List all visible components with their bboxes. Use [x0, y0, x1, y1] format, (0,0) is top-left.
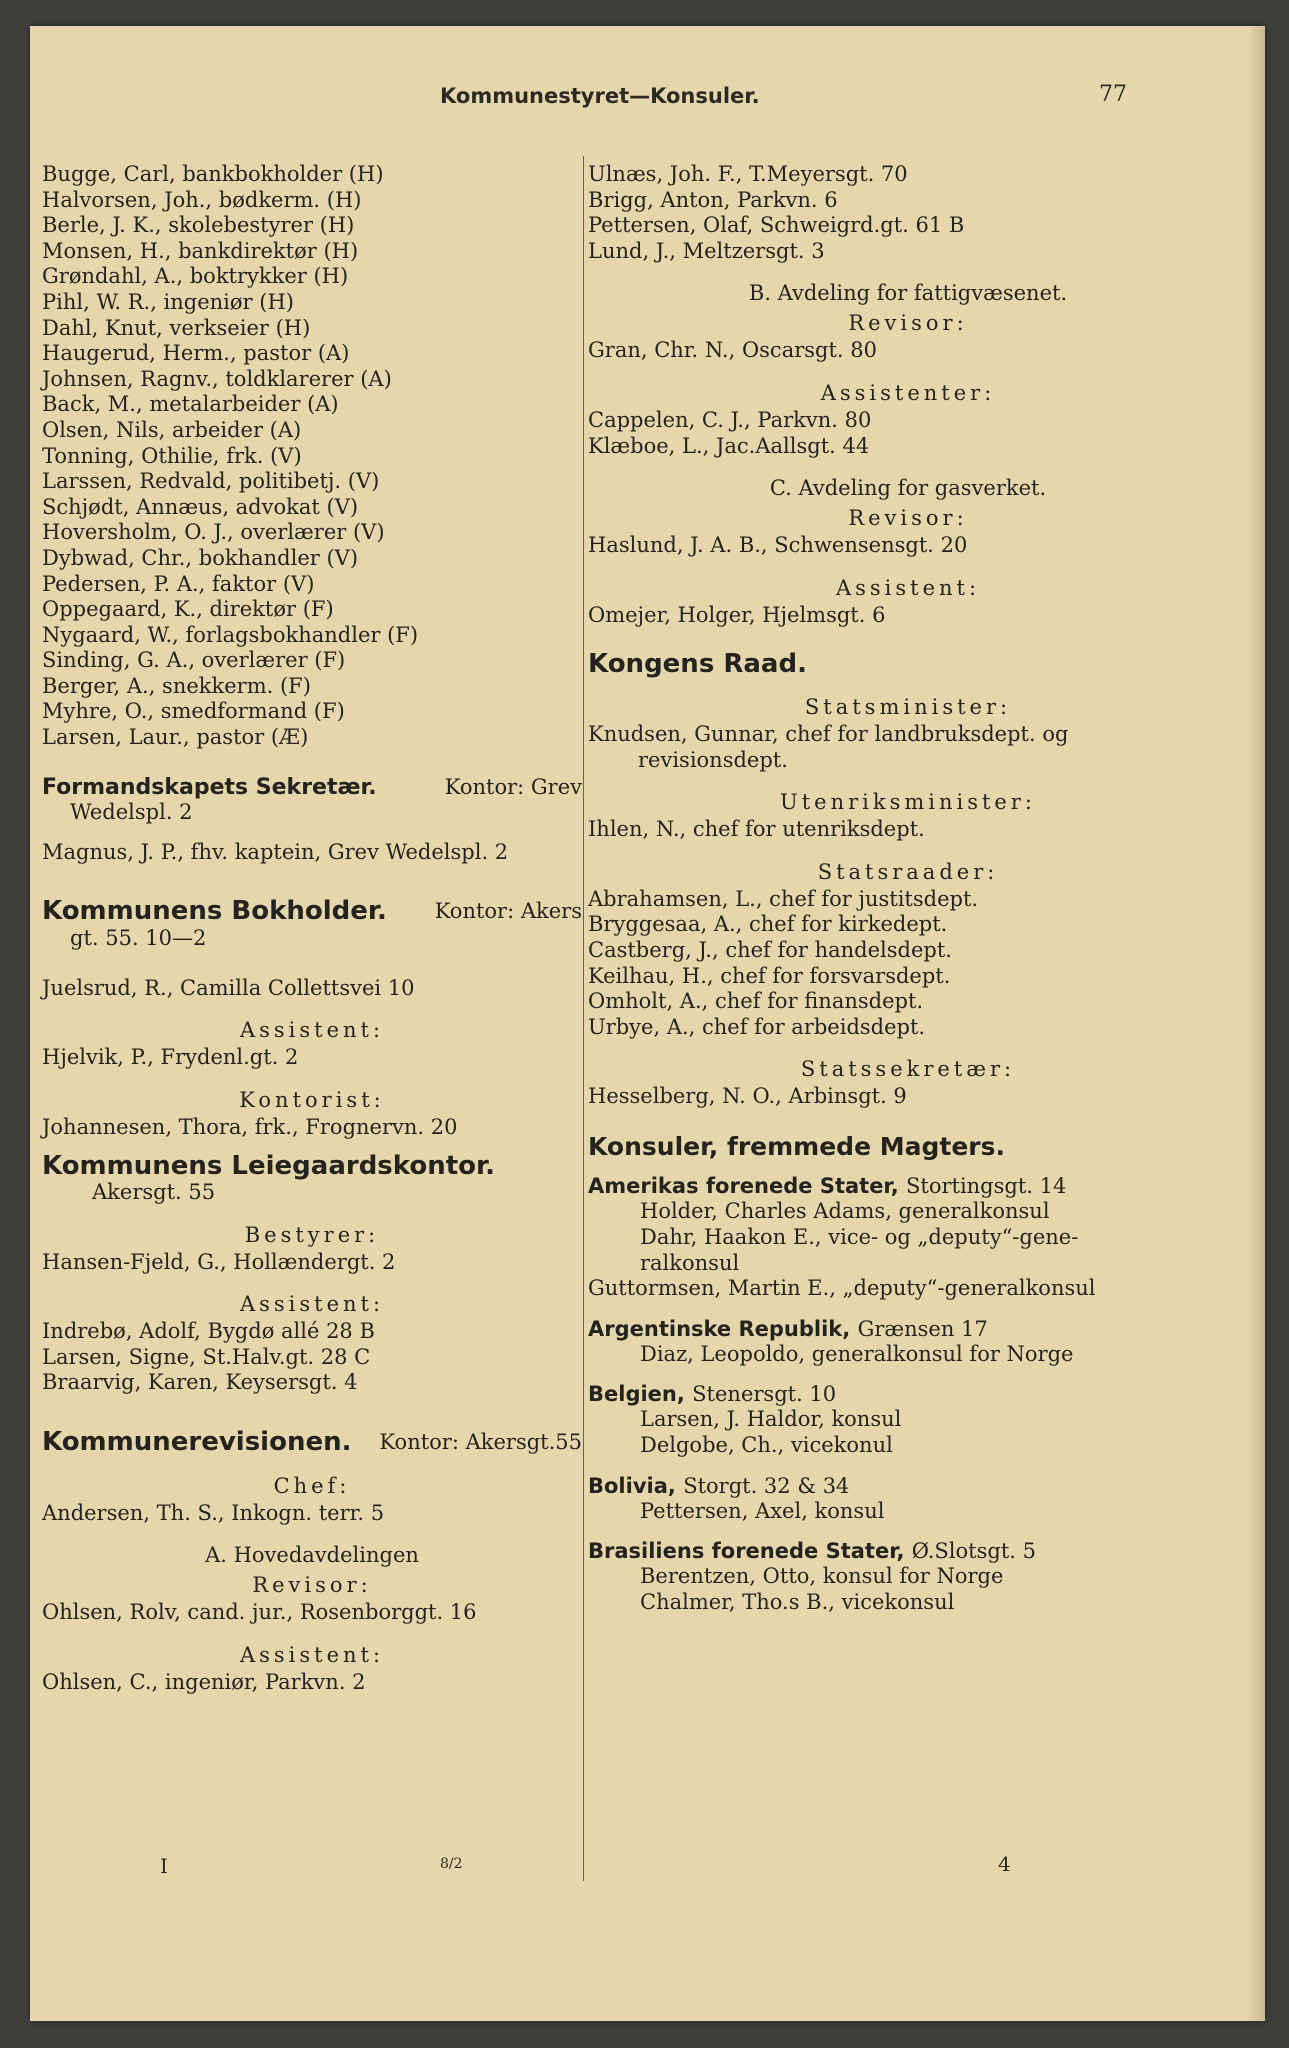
list-item: Pedersen, P. A., faktor (V)	[42, 571, 315, 596]
revisjon-section	[42, 1426, 582, 1695]
list-item: Halvorsen, Joh., bødkerm. (H)	[42, 187, 362, 212]
list-item: Berentzen, Otto, konsul for Norge	[640, 1564, 1004, 1589]
section-note: gt. 55. 10—2	[70, 926, 207, 951]
country-name: Argentinske Republik,	[588, 1316, 851, 1341]
list-item: Ohlsen, C., ingeniør, Parkvn. 2	[42, 1669, 366, 1694]
role-label: Bestyrer:	[244, 1222, 380, 1247]
list-item: Berle, J. K., skolebestyrer (H)	[42, 213, 355, 238]
list-item: Bugge, Carl, bankbokholder (H)	[42, 162, 384, 186]
country-name: Bolivia,	[588, 1473, 676, 1498]
list-item: Gran, Chr. N., Oscarsgt. 80	[588, 338, 877, 363]
list-item: Brigg, Anton, Parkvn. 6	[588, 187, 838, 212]
list-item: Diaz, Leopoldo, generalkonsul for Norge	[640, 1341, 1074, 1366]
consulate-address: Storgt. 32 & 34	[683, 1473, 850, 1498]
role-label: Assistent:	[239, 1642, 385, 1667]
list-item: Johnsen, Ragnv., toldklarerer (A)	[42, 366, 392, 391]
role-label: Utenriksminister:	[780, 790, 1036, 815]
subsection-label: C. Avdeling for gasverket.	[769, 476, 1047, 501]
list-item: Omholt, A., chef for finansdept.	[588, 989, 924, 1014]
list-item: Pettersen, Olaf, Schweigrd.gt. 61 B	[588, 213, 965, 238]
list-item: Back, M., metalarbeider (A)	[42, 392, 339, 417]
consulate-address: Stortingsgt. 14	[906, 1174, 1067, 1199]
list-item: Delgobe, Ch., vicekonul	[640, 1433, 893, 1458]
subsection-label: A. Hovedavdelingen	[205, 1543, 419, 1568]
consulate-entry	[588, 1173, 1228, 1301]
role-label: Revisor:	[848, 311, 968, 336]
list-item: Chalmer, Tho.s B., vicekonsul	[640, 1589, 955, 1614]
list-item: Nygaard, W., forlagsbokhandler (F)	[42, 622, 419, 647]
role-label: Chef:	[273, 1473, 351, 1498]
column-divider	[583, 156, 584, 1881]
section-note: Kontor: Grev	[444, 774, 582, 799]
list-item: ralkonsul	[640, 1250, 740, 1275]
section-heading: Kommunens Bokholder.	[42, 896, 387, 927]
country-name: Belgien,	[588, 1382, 685, 1407]
consulate-address: Stenersgt. 10	[692, 1382, 837, 1407]
list-item: Sinding, G. A., overlærer (F)	[42, 648, 346, 673]
section-note: Akersgt. 55	[92, 1180, 216, 1204]
document-page	[30, 26, 1265, 2021]
leiegaard-section	[42, 1151, 582, 1396]
page-number: 77	[1099, 82, 1127, 107]
section-heading: Formandskapets Sekretær.	[42, 774, 377, 800]
section-note: Wedelspl. 2	[70, 800, 193, 825]
role-label: Kontorist:	[239, 1087, 385, 1112]
list-item: Keilhau, H., chef for forsvarsdept.	[588, 963, 951, 988]
list-item: Guttormsen, Martin E., „deputy“-generalkonsul	[588, 1276, 1096, 1301]
list-item: Omejer, Holger, Hjelmsgt. 6	[588, 602, 886, 627]
list-item: Berger, A., snekkerm. (F)	[42, 673, 311, 698]
list-item: Larsen, Signe, St.Halv.gt. 28 C	[42, 1344, 371, 1369]
left-column	[42, 162, 582, 1695]
printer-mark: 8/2	[440, 1856, 463, 1872]
consulate-address: Grænsen 17	[857, 1316, 988, 1341]
list-item: Oppegaard, K., direktør (F)	[42, 597, 334, 622]
list-item: Indrebø, Adolf, Bygdø allé 28 B	[42, 1319, 375, 1344]
list-item: Pettersen, Axel, konsul	[640, 1498, 885, 1523]
list-item: Dahl, Knut, verkseier (H)	[42, 315, 311, 340]
list-item: Tonning, Othilie, frk. (V)	[42, 443, 302, 468]
consulate-address: Ø.Slotsgt. 5	[911, 1539, 1036, 1564]
section-heading: Konsuler, fremmede Magters.	[588, 1131, 1005, 1161]
list-item: Klæboe, L., Jac.Aallsgt. 44	[588, 433, 870, 458]
role-label: Statssekretær:	[800, 1057, 1016, 1082]
country-name: Amerikas forenede Stater,	[588, 1174, 899, 1199]
list-item: Ohlsen, Rolv, cand. jur., Rosenborggt. 16	[42, 1600, 477, 1625]
consulate-entry	[588, 1473, 1228, 1525]
section-heading: Kongens Raad.	[588, 649, 807, 680]
list-item: Dahr, Haakon E., vice- og „deputy“-gene-	[640, 1225, 1079, 1250]
role-label: Statsraader:	[817, 859, 999, 884]
list-item: Myhre, O., smedformand (F)	[42, 699, 345, 724]
section-note: Kontor: Akersgt.55	[379, 1429, 582, 1454]
section-heading: Kommunerevisionen.	[42, 1426, 352, 1457]
role-label: Statsminister:	[804, 694, 1012, 719]
subsection-label: B. Avdeling for fattigvæsenet.	[748, 281, 1068, 306]
list-item: Cappelen, C. J., Parkvn. 80	[588, 407, 872, 432]
role-label: Assistent:	[239, 1292, 385, 1317]
list-item: Dybwad, Chr., bokhandler (V)	[42, 545, 359, 570]
list-item: Hjelvik, P., Frydenl.gt. 2	[42, 1045, 299, 1070]
list-item: Ihlen, N., chef for utenriksdept.	[588, 817, 925, 842]
list-item: Haugerud, Herm., pastor (A)	[42, 341, 350, 366]
role-label: Revisor:	[252, 1573, 372, 1598]
signature-mark: I	[160, 1854, 168, 1878]
member-list	[42, 162, 582, 751]
section-note: Kontor: Akers	[434, 899, 582, 924]
list-item: Braarvig, Karen, Keysersgt. 4	[42, 1370, 358, 1395]
list-item: Grøndahl, A., boktrykker (H)	[42, 264, 349, 289]
list-item: Olsen, Nils, arbeider (A)	[42, 417, 302, 442]
role-label: Assistent:	[239, 1018, 385, 1043]
list-item: Bryggesaa, A., chef for kirkedept.	[588, 912, 948, 937]
list-item: Pihl, W. R., ingeniør (H)	[42, 289, 294, 314]
list-item: Schjødt, Annæus, advokat (V)	[42, 494, 359, 519]
list-item: Larsen, J. Haldor, konsul	[640, 1407, 902, 1432]
list-item: Hoversholm, O. J., overlærer (V)	[42, 520, 385, 545]
list-item: Johannesen, Thora, frk., Frognervn. 20	[42, 1114, 458, 1139]
role-label: Assistenter:	[820, 380, 996, 405]
section-heading: Kommunens Leiegaardskontor.	[42, 1151, 496, 1182]
role-label: Assistent:	[835, 575, 981, 600]
continued-list	[588, 162, 1228, 264]
list-item: Larsen, Laur., pastor (Æ)	[42, 725, 309, 750]
bokholder-section	[42, 896, 582, 1140]
consulate-entry	[588, 1381, 1228, 1458]
page-header	[30, 84, 1265, 114]
list-item: Abrahamsen, L., chef for justitsdept.	[588, 886, 979, 911]
signature-mark: 4	[998, 1852, 1011, 1876]
list-item: Holder, Charles Adams, generalkonsul	[640, 1199, 1050, 1224]
list-item: Lund, J., Meltzersgt. 3	[588, 238, 825, 263]
running-title: Kommunestyret—Konsuler.	[440, 84, 760, 108]
list-item: Hesselberg, N. O., Arbinsgt. 9	[588, 1084, 907, 1109]
list-item: Hansen-Fjeld, G., Hollændergt. 2	[42, 1249, 396, 1274]
country-name: Brasiliens forenede Stater,	[588, 1539, 905, 1564]
list-item: Juelsrud, R., Camilla Collettsvei 10	[42, 975, 415, 1000]
role-label: Revisor:	[848, 506, 968, 531]
list-item: revisionsdept.	[638, 747, 788, 772]
list-item: Andersen, Th. S., Inkogn. terr. 5	[42, 1500, 385, 1525]
list-item: Magnus, J. P., fhv. kaptein, Grev Wedelspl. 2	[42, 839, 509, 864]
list-item: Haslund, J. A. B., Schwensensgt. 20	[588, 533, 968, 558]
list-item: Knudsen, Gunnar, chef for landbruksdept. og	[588, 721, 1069, 746]
list-item: Ulnæs, Joh. F., T.Meyersgt. 70	[588, 162, 908, 186]
consulate-entry	[588, 1538, 1228, 1615]
list-item: Monsen, H., bankdirektør (H)	[42, 238, 359, 263]
formandskap-section	[42, 775, 582, 866]
right-column	[588, 162, 1228, 1615]
list-item: Urbye, A., chef for arbeidsdept.	[588, 1014, 926, 1039]
list-item: Larssen, Redvald, politibetj. (V)	[42, 469, 380, 494]
consulate-entry	[588, 1316, 1228, 1368]
list-item: Castberg, J., chef for handelsdept.	[588, 937, 952, 962]
